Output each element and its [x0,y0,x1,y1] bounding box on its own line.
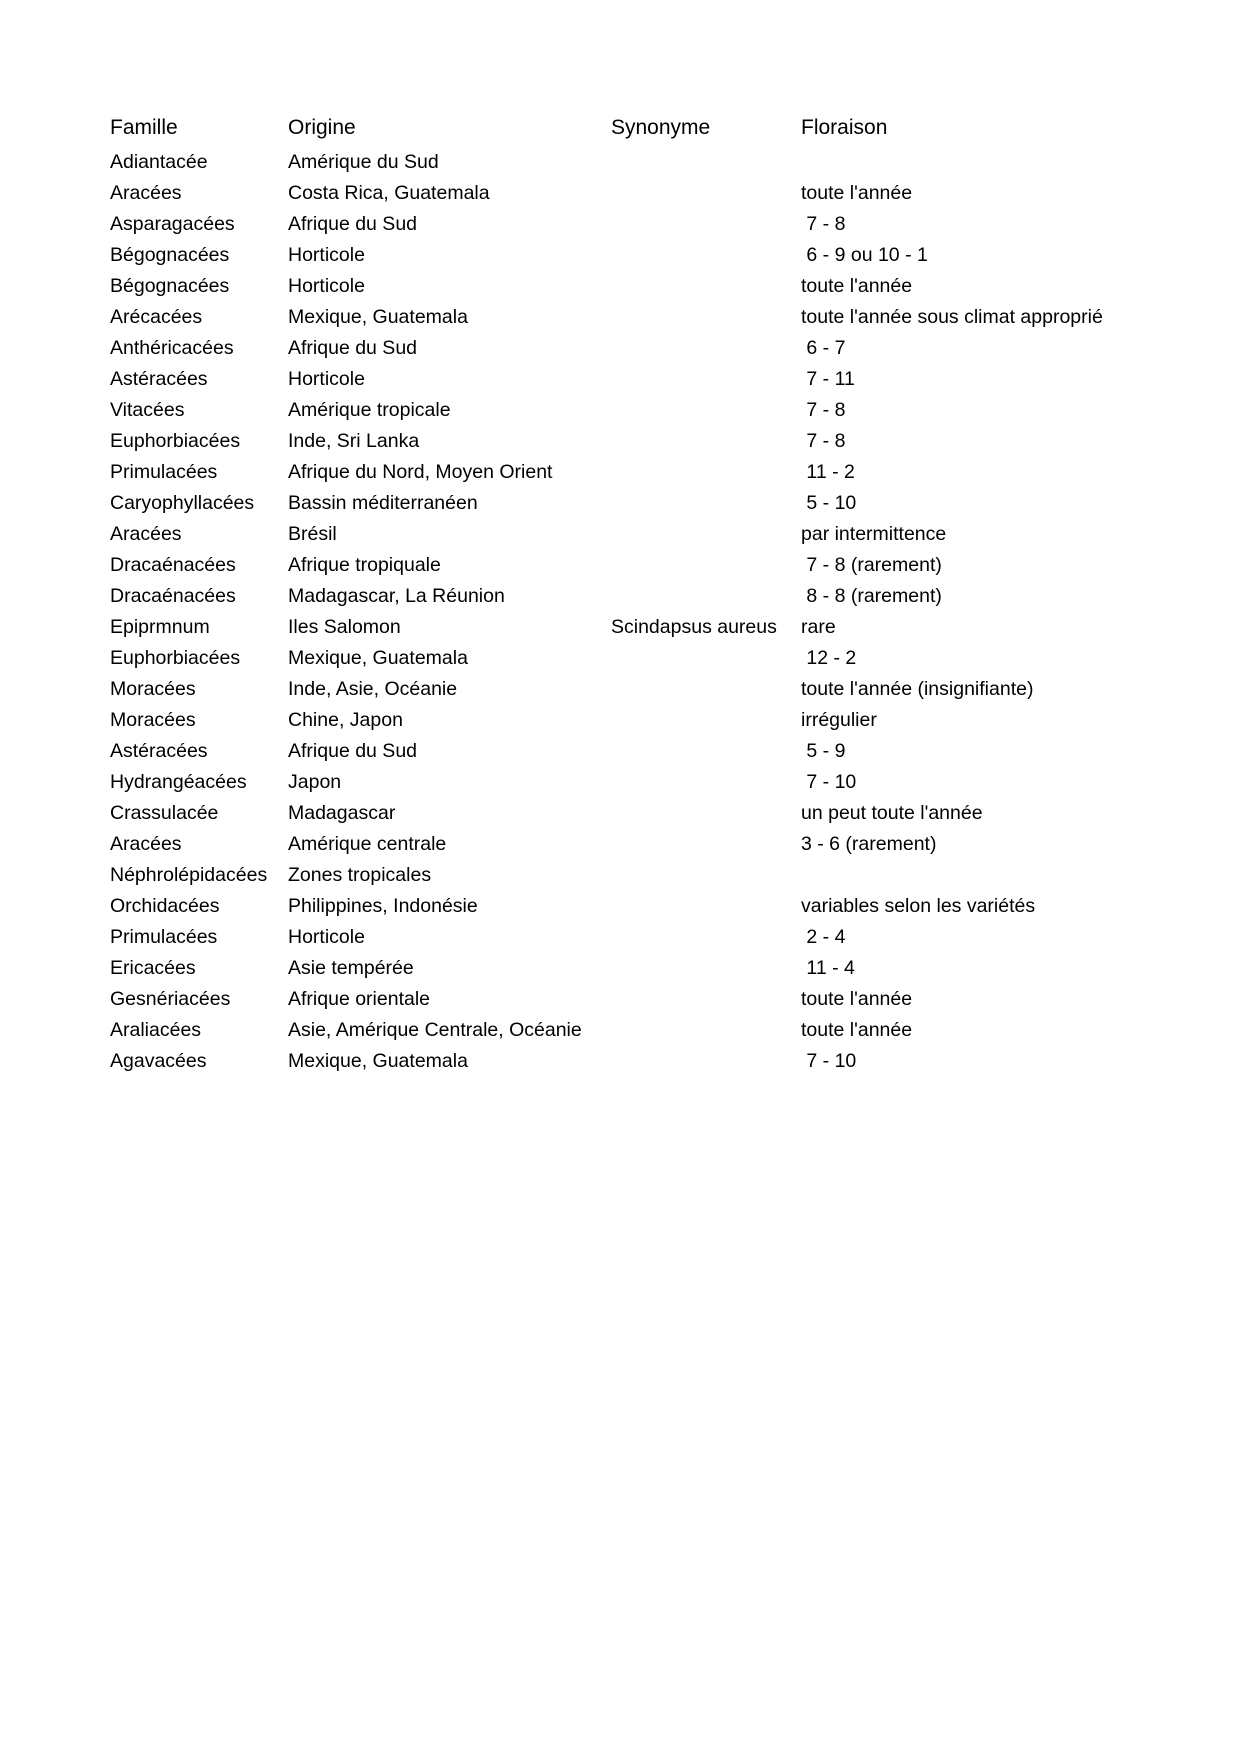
cell-famille: Araliacées [110,1019,202,1041]
table-row [110,550,1241,581]
cell-floraison: par intermittence [801,523,947,545]
cell-famille: Asparagacées [110,213,235,235]
cell-synonyme [611,643,801,674]
cell-synonyme [611,984,801,1015]
table-row [110,271,1241,302]
cell-famille: Dracaénacées [110,554,236,576]
cell-famille: Bégognacées [110,244,230,266]
table-row [110,860,1241,891]
cell-origine: Afrique orientale [288,988,431,1010]
cell-synonyme [611,519,801,550]
cell-origine: Zones tropicales [288,864,432,886]
cell-synonyme [611,333,801,364]
table-row [110,333,1241,364]
cell-origine: Afrique du Nord, Moyen Orient [288,461,553,483]
cell-origine: Mexique, Guatemala [288,647,468,669]
cell-famille: Aracées [110,833,182,855]
cell-famille: Néphrolépidacées [110,864,268,886]
cell-floraison: 6 - 7 [801,337,846,359]
table-header-row [110,112,1241,147]
table-row [110,147,1241,178]
cell-famille: Gesnériacées [110,988,231,1010]
cell-synonyme [611,953,801,984]
cell-floraison: toute l'année [801,1019,913,1041]
cell-floraison: toute l'année sous climat approprié [801,306,1103,328]
cell-synonyme [611,891,801,922]
cell-famille: Dracaénacées [110,585,236,607]
cell-origine: Afrique du Sud [288,337,418,359]
cell-origine: Horticole [288,368,365,390]
table-row [110,364,1241,395]
cell-synonyme [611,829,801,860]
cell-floraison: 11 - 4 [801,957,855,979]
cell-origine: Horticole [288,244,365,266]
cell-origine: Afrique tropiquale [288,554,441,576]
cell-floraison: 11 - 2 [801,461,855,483]
cell-origine: Amérique tropicale [288,399,451,421]
cell-floraison: 7 - 8 [801,213,846,235]
cell-synonyme: Scindapsus aureus [611,616,777,638]
table-row [110,798,1241,829]
cell-synonyme [611,860,801,891]
cell-origine: Iles Salomon [288,616,401,638]
cell-synonyme [611,395,801,426]
cell-famille: Euphorbiacées [110,647,241,669]
cell-famille: Astéracées [110,740,208,762]
table-row [110,519,1241,550]
cell-origine: Afrique du Sud [288,740,418,762]
cell-floraison: toute l'année [801,182,913,204]
cell-synonyme [611,240,801,271]
cell-famille: Euphorbiacées [110,430,241,452]
cell-synonyme [611,581,801,612]
cell-floraison: toute l'année [801,275,913,297]
cell-famille: Orchidacées [110,895,220,917]
cell-floraison: 12 - 2 [801,647,857,669]
cell-synonyme [611,922,801,953]
cell-synonyme [611,271,801,302]
cell-synonyme [611,364,801,395]
table-row [110,829,1241,860]
cell-origine: Madagascar, La Réunion [288,585,505,607]
cell-famille: Bégognacées [110,275,230,297]
cell-floraison: toute l'année [801,988,913,1010]
cell-origine: Horticole [288,926,365,948]
cell-origine: Amérique centrale [288,833,447,855]
cell-synonyme [611,767,801,798]
cell-floraison: 7 - 11 [801,368,855,390]
cell-floraison: 3 - 6 (rarement) [801,833,937,855]
cell-floraison: 5 - 9 [801,740,846,762]
column-header-synonyme: Synonyme [611,116,711,139]
table-row [110,488,1241,519]
cell-origine: Costa Rica, Guatemala [288,182,490,204]
cell-famille: Aracées [110,523,182,545]
cell-floraison: toute l'année (insignifiante) [801,678,1034,700]
cell-synonyme [611,705,801,736]
table-row [110,674,1241,705]
cell-synonyme [611,147,801,178]
cell-origine: Mexique, Guatemala [288,306,468,328]
cell-synonyme [611,457,801,488]
cell-origine: Bassin méditerranéen [288,492,478,514]
table-row [110,705,1241,736]
cell-famille: Hydrangéacées [110,771,247,793]
cell-famille: Epiprmnum [110,616,210,638]
cell-origine: Philippines, Indonésie [288,895,478,917]
cell-origine: Horticole [288,275,365,297]
cell-origine: Chine, Japon [288,709,403,731]
cell-famille: Primulacées [110,926,218,948]
cell-floraison: 7 - 8 (rarement) [801,554,942,576]
cell-origine: Afrique du Sud [288,213,418,235]
cell-famille: Aracées [110,182,182,204]
table-row [110,736,1241,767]
cell-famille: Primulacées [110,461,218,483]
cell-floraison: variables selon les variétés [801,895,1036,917]
table-row [110,426,1241,457]
table-row [110,457,1241,488]
cell-origine: Japon [288,771,342,793]
cell-origine: Amérique du Sud [288,151,439,173]
cell-synonyme [611,488,801,519]
table-row [110,1046,1241,1077]
cell-famille: Astéracées [110,368,208,390]
cell-origine: Mexique, Guatemala [288,1050,468,1072]
cell-synonyme [611,209,801,240]
column-header-origine: Origine [288,116,356,139]
cell-floraison: 5 - 10 [801,492,857,514]
cell-famille: Arécacées [110,306,203,328]
cell-synonyme [611,674,801,705]
table-body [110,147,1241,1077]
table-row [110,643,1241,674]
cell-floraison: 7 - 10 [801,771,857,793]
cell-floraison: 7 - 10 [801,1050,857,1072]
cell-famille: Ericacées [110,957,196,979]
cell-synonyme [611,1015,801,1046]
cell-synonyme [611,302,801,333]
cell-famille: Moracées [110,709,196,731]
cell-synonyme [611,426,801,457]
cell-origine: Asie, Amérique Centrale, Océanie [288,1019,582,1041]
cell-origine: Brésil [288,523,337,545]
cell-floraison [801,147,1241,178]
cell-floraison: 6 - 9 ou 10 - 1 [801,244,928,266]
cell-famille: Crassulacée [110,802,219,824]
cell-famille: Caryophyllacées [110,492,255,514]
table-row [110,302,1241,333]
cell-origine: Inde, Asie, Océanie [288,678,458,700]
cell-origine: Inde, Sri Lanka [288,430,420,452]
cell-famille: Adiantacée [110,151,208,173]
column-header-famille: Famille [110,116,178,139]
cell-floraison: rare [801,616,836,638]
cell-famille: Agavacées [110,1050,207,1072]
table-row [110,922,1241,953]
plant-family-table [110,112,1241,1077]
table-row [110,953,1241,984]
cell-origine: Madagascar [288,802,396,824]
table-row [110,395,1241,426]
table-row [110,891,1241,922]
cell-synonyme [611,178,801,209]
cell-synonyme [611,550,801,581]
table-row [110,767,1241,798]
cell-floraison: irrégulier [801,709,877,731]
table-row [110,984,1241,1015]
table-row [110,581,1241,612]
cell-floraison: 7 - 8 [801,399,846,421]
cell-synonyme [611,798,801,829]
table-row [110,612,1241,643]
cell-floraison: 8 - 8 (rarement) [801,585,942,607]
cell-synonyme [611,1046,801,1077]
cell-floraison: un peut toute l'année [801,802,983,824]
cell-floraison: 2 - 4 [801,926,846,948]
cell-famille: Anthéricacées [110,337,234,359]
cell-floraison [801,860,1241,891]
cell-synonyme [611,736,801,767]
table-row [110,240,1241,271]
cell-famille: Vitacées [110,399,185,421]
column-header-floraison: Floraison [801,116,888,139]
cell-origine: Asie tempérée [288,957,414,979]
table-row [110,209,1241,240]
table-row [110,178,1241,209]
cell-famille: Moracées [110,678,196,700]
table-row [110,1015,1241,1046]
cell-floraison: 7 - 8 [801,430,846,452]
